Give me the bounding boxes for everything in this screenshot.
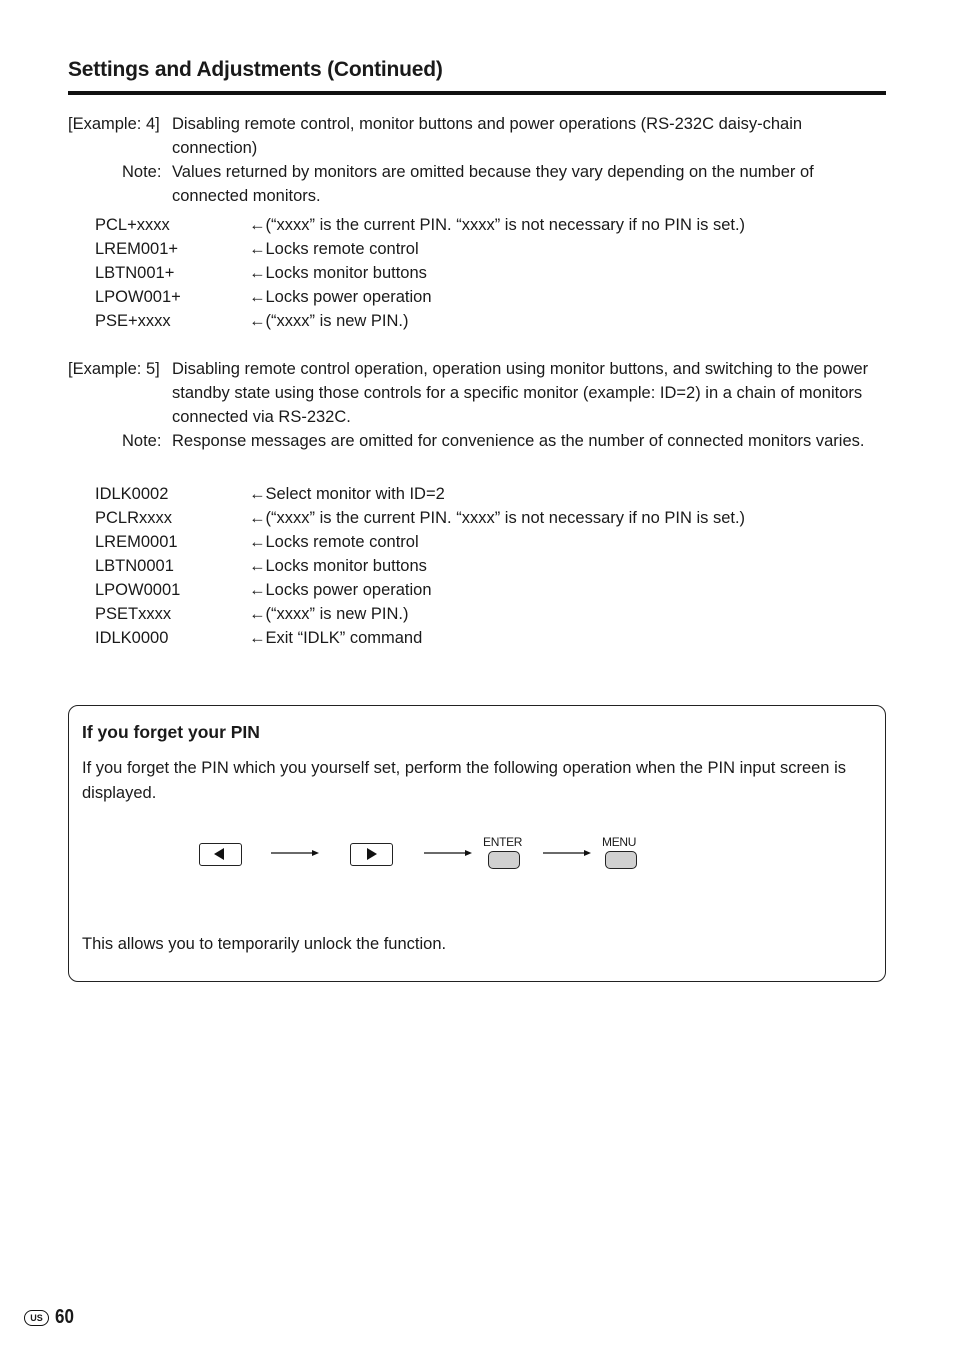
forgot-pin-footer: This allows you to temporarily unlock the function. <box>82 935 447 953</box>
region-badge: US <box>24 1310 49 1326</box>
command-desc: ←Locks remote control <box>249 533 419 551</box>
flow-arrow-icon <box>424 845 472 861</box>
command-code: PCLRxxxx <box>95 509 173 527</box>
command-code: IDLK0000 <box>95 629 169 647</box>
command-row <box>95 602 745 626</box>
example5-note-label: Note: <box>122 432 162 450</box>
command-row <box>95 237 745 261</box>
menu-label: MENU <box>602 835 637 849</box>
command-row <box>95 554 745 578</box>
command-desc: ←Locks remote control <box>249 240 419 258</box>
forgot-pin-body: If you forget the PIN which you yourself set, perform the following operation when the PIN input screen is displayed. <box>82 759 846 802</box>
command-desc: ←Locks monitor buttons <box>249 264 427 282</box>
page-number: 60 <box>55 1306 74 1328</box>
flow-arrow-icon <box>543 845 591 861</box>
command-desc: ←Locks monitor buttons <box>249 557 427 575</box>
command-row <box>95 213 745 237</box>
command-code: LBTN0001 <box>95 557 174 575</box>
left-arrow-button-icon <box>199 843 242 866</box>
example5-label: [Example: 5] <box>68 360 160 378</box>
command-row <box>95 578 745 602</box>
command-desc: ←(“xxxx” is new PIN.) <box>249 312 409 330</box>
example4-command-list <box>95 213 745 333</box>
example4-note-label: Note: <box>122 163 162 181</box>
page-footer <box>24 1306 77 1329</box>
enter-label: ENTER <box>483 835 523 849</box>
forgot-pin-title: If you forget your PIN <box>82 722 260 742</box>
example5-text: Disabling remote control operation, operation using monitor buttons, and switching to the power standby state using those controls for a specific monitor (example: ID=2) in a chain of monitors connected via RS-232C. <box>172 360 869 426</box>
forgot-pin-box <box>68 705 886 982</box>
command-code: IDLK0002 <box>95 485 169 503</box>
example5-note-text: Response messages are omitted for convenience as the number of connected monitors varies. <box>172 432 865 450</box>
command-code: LREM0001 <box>95 533 178 551</box>
title-rule <box>68 91 886 95</box>
command-desc: ←Locks power operation <box>249 288 432 306</box>
command-row <box>95 530 745 554</box>
command-code: PSETxxxx <box>95 605 172 623</box>
example4-label: [Example: 4] <box>68 115 160 133</box>
flow-arrow-icon <box>271 845 319 861</box>
menu-button-icon <box>605 851 637 869</box>
command-code: LBTN001+ <box>95 264 175 282</box>
command-desc: ←Locks power operation <box>249 581 432 599</box>
command-desc: ←(“xxxx” is the current PIN. “xxxx” is not necessary if no PIN is set.) <box>249 216 746 234</box>
command-code: LPOW0001 <box>95 581 181 599</box>
right-arrow-button-icon <box>350 843 393 866</box>
example5-command-list <box>95 482 745 650</box>
command-row <box>95 482 745 506</box>
command-row <box>95 309 745 333</box>
command-row <box>95 626 745 650</box>
page-title: Settings and Adjustments (Continued) <box>68 58 443 81</box>
command-desc: ←(“xxxx” is new PIN.) <box>249 605 409 623</box>
command-row <box>95 285 745 309</box>
command-desc: ←Exit “IDLK” command <box>249 629 423 647</box>
command-desc: ←Select monitor with ID=2 <box>249 485 445 503</box>
example4-note-text: Values returned by monitors are omitted because they vary depending on the number of connected monitors. <box>172 163 814 205</box>
command-code: LPOW001+ <box>95 288 181 306</box>
command-code: PSE+xxxx <box>95 312 171 330</box>
example4-text: Disabling remote control, monitor buttons and power operations (RS-232C daisy-chain connection) <box>172 115 803 157</box>
command-desc: ←(“xxxx” is the current PIN. “xxxx” is not necessary if no PIN is set.) <box>249 509 746 527</box>
command-code: LREM001+ <box>95 240 179 258</box>
command-code: PCL+xxxx <box>95 216 170 234</box>
enter-button-icon <box>488 851 520 869</box>
command-row <box>95 261 745 285</box>
command-row <box>95 506 745 530</box>
